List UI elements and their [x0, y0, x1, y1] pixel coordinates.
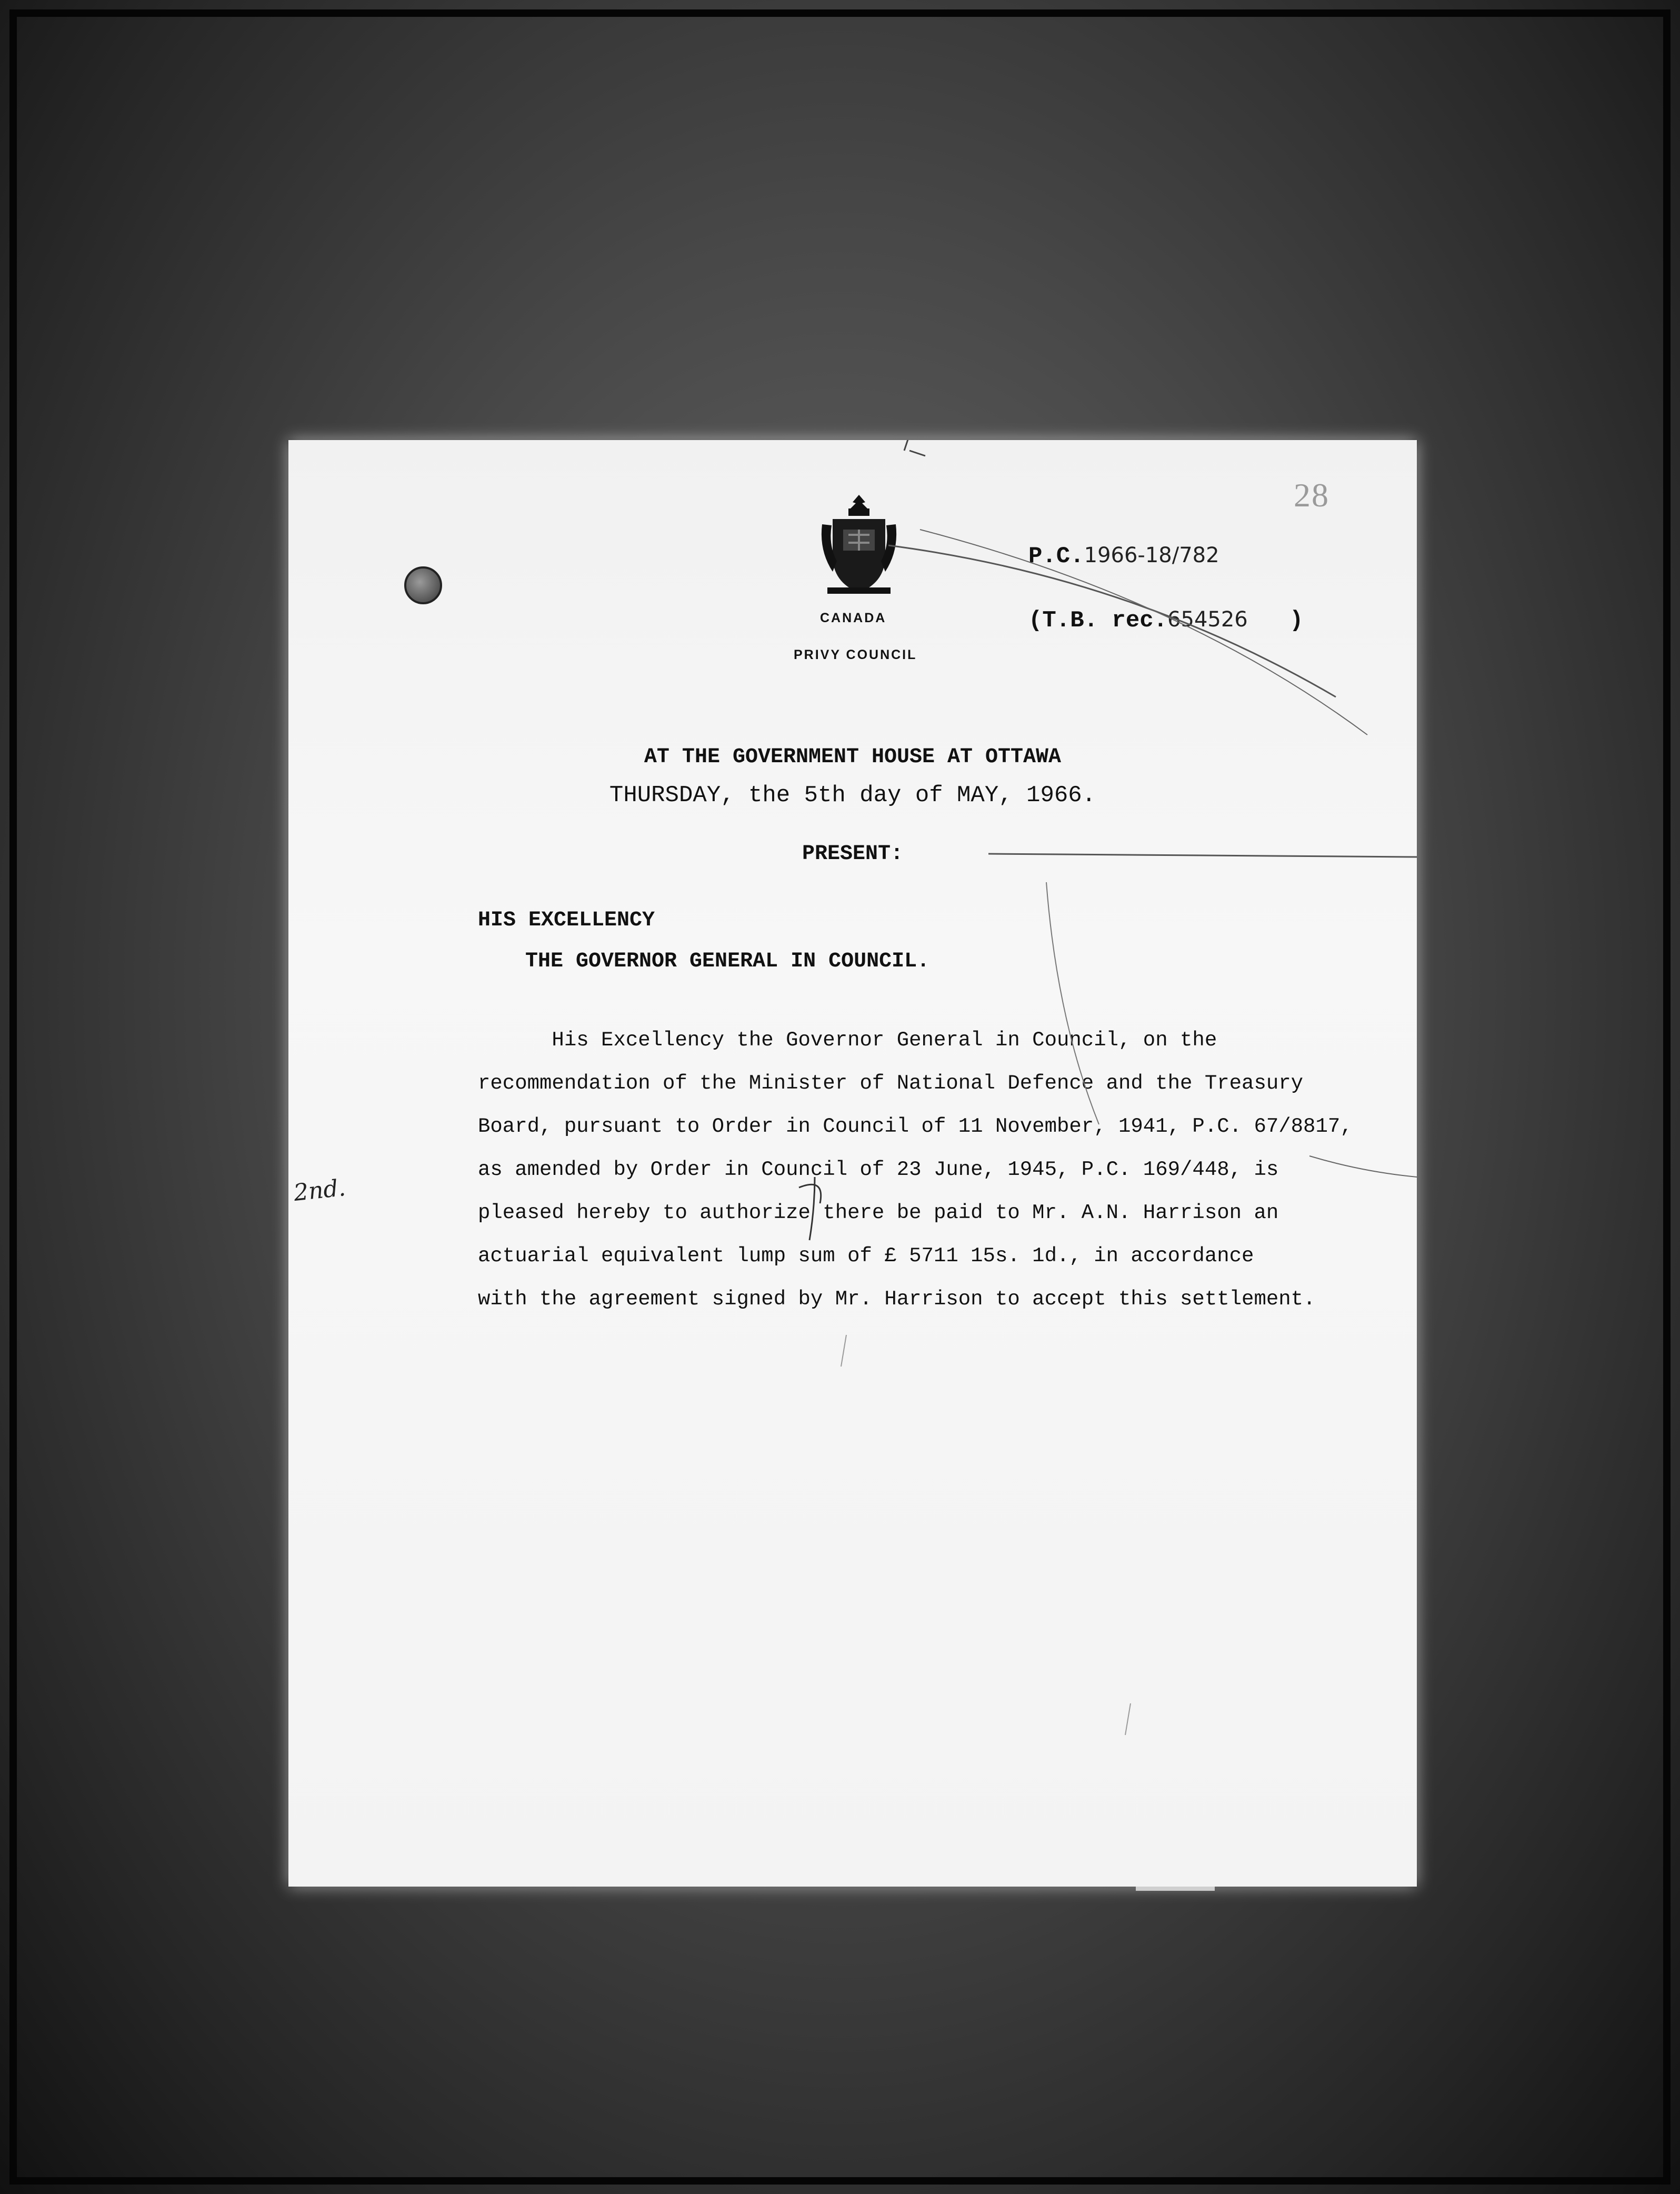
document-page	[288, 440, 1417, 1887]
tb-prefix: (T.B. rec.	[1028, 607, 1168, 634]
pc-number: 1966-18/782	[1084, 543, 1219, 567]
paper-tab	[1136, 1887, 1215, 1891]
crest-label-canada: CANADA	[820, 611, 887, 625]
pc-reference	[1028, 543, 1219, 570]
body-line: actuarial equivalent lump sum of £ 5711 15s. 1d., in accordance	[478, 1244, 1254, 1268]
punch-hole	[404, 566, 442, 604]
crest-label-privy-council: PRIVY COUNCIL	[794, 647, 917, 662]
body-line: Board, pursuant to Order in Council of 11 November, 1941, P.C. 67/8817,	[478, 1115, 1353, 1138]
tb-number: 654526	[1167, 607, 1248, 632]
body-line: with the agreement signed by Mr. Harrison to accept this settlement.	[478, 1288, 1316, 1311]
body-line: as amended by Order in Council of 23 June, 1945, P.C. 169/448, is	[478, 1158, 1279, 1181]
body-line: recommendation of the Minister of National Defence and the Treasury	[478, 1072, 1304, 1095]
page-number: 28	[1294, 476, 1329, 514]
handwritten-margin-note: 2nd.	[292, 1174, 347, 1207]
coat-of-arms-icon	[817, 493, 901, 598]
attendee-governor-general: THE GOVERNOR GENERAL IN COUNCIL.	[525, 950, 930, 973]
tb-reference	[1028, 607, 1303, 634]
body-line: His Excellency the Governor General in Council, on the	[478, 1029, 1217, 1052]
body-line: pleased hereby to authorize there be paid to Mr. A.N. Harrison an	[478, 1201, 1279, 1224]
attendee-his-excellency: HIS EXCELLENCY	[478, 909, 655, 932]
pc-prefix: P.C.	[1028, 543, 1084, 570]
meeting-place: AT THE GOVERNMENT HOUSE AT OTTAWA	[644, 745, 1062, 769]
meeting-date: THURSDAY, the 5th day of MAY, 1966.	[609, 782, 1096, 809]
tb-suffix: )	[1289, 607, 1304, 634]
present-heading: PRESENT:	[802, 842, 904, 866]
